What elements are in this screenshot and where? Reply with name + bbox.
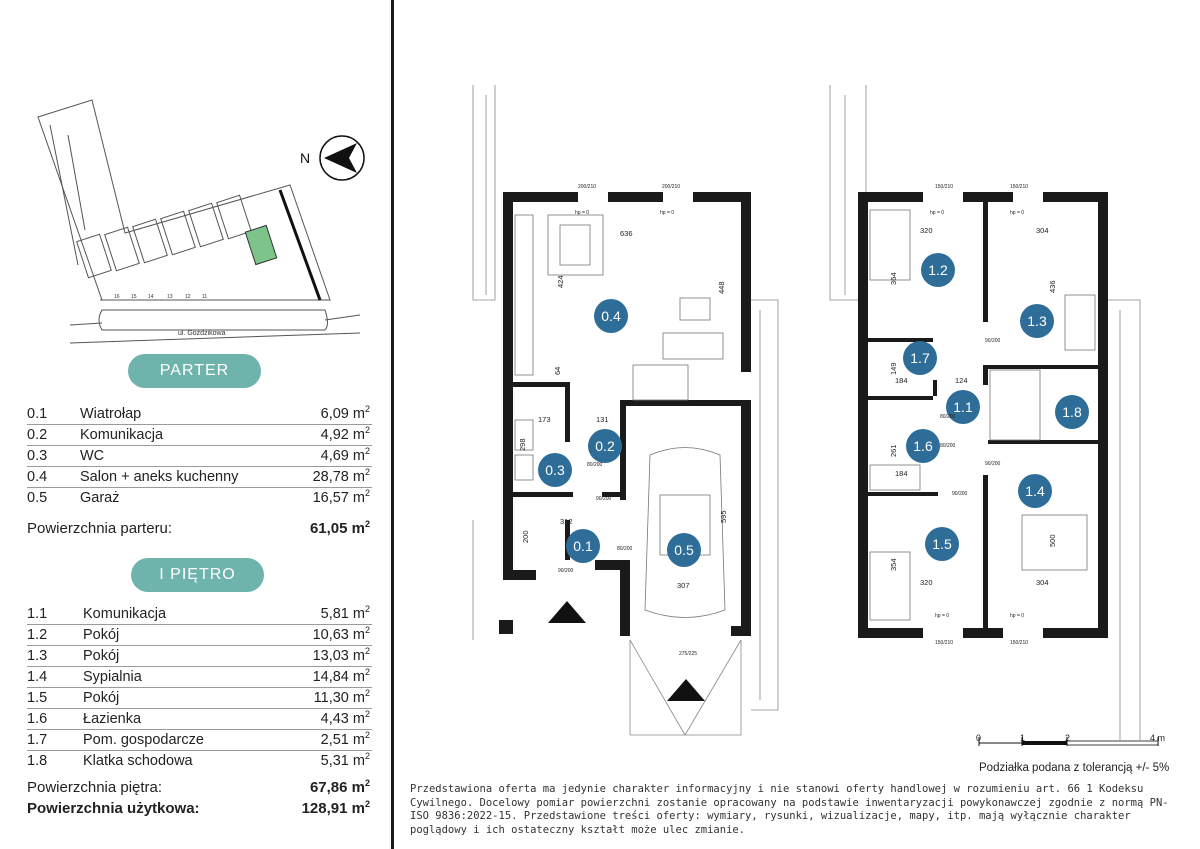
table-row: 0.1 Wiatrołap 6,09 $m^2$ [27, 404, 372, 425]
room-badge-label: 0.1 [573, 538, 593, 554]
dimension: 304 [1036, 578, 1049, 587]
table-row: 1.2 Pokój 10,63 $m^2$ [27, 625, 372, 646]
opening-label: 90/200 [985, 461, 1001, 467]
opening-label: 80/200 [587, 462, 603, 468]
dimension: 131 [596, 415, 609, 424]
room-badge-label: 0.2 [595, 438, 615, 454]
plot-number: 16 [114, 294, 120, 300]
ground-floor-title: PARTER [128, 354, 261, 388]
disclaimer-text: Przedstawiona oferta ma jedynie charakter informacyjny i nie stanowi oferty handlowej w rozumieniu art. 66 1 Kodeksu Cywilnego. Docelowy pomiar powierzchni zostanie opracowany na podstawie inwentaryzacji powykonawczej zgodnie z normą PN-ISO 9836:2022-15. Przedstawione treści oferty: wymiary, rysunki, wizualizacje, mapy, itp. mają wyłącznie charakter poglądowy i ich ostateczny kształt może ulec zmianie. [410, 783, 1169, 836]
dimension: 636 [620, 229, 633, 238]
table-row: 0.5 Garaż 16,57 $m^2$ [27, 488, 370, 506]
dimension: 595 [719, 510, 728, 523]
opening-label: 80/200 [940, 414, 956, 420]
opening-label: 200/210 [662, 184, 681, 190]
room-badge-label: 0.5 [674, 542, 694, 558]
scale-tick: 1 [1020, 733, 1026, 743]
north-label: N [300, 150, 311, 166]
opening-label: hp = 0 [930, 210, 945, 216]
opening-label: 90/200 [985, 338, 1001, 344]
room-badge-label: 0.3 [545, 462, 565, 478]
first-floor-table [27, 604, 372, 771]
room-badge-label: 1.8 [1062, 404, 1082, 420]
table-row: 1.7 Pom. gospodarcze 2,51 $m^2$ [27, 730, 372, 751]
opening-label: 150/210 [1010, 640, 1029, 646]
opening-label: 200/210 [578, 184, 597, 190]
table-row: 1.8 Klatka schodowa 5,31 $m^2$ [27, 751, 370, 769]
dimension: 436 [1048, 280, 1057, 293]
opening-label: hp = 0 [1010, 613, 1025, 619]
opening-label: 150/210 [935, 184, 954, 190]
room-badge-label: 1.4 [1025, 483, 1045, 499]
opening-label: 275/225 [679, 651, 698, 657]
dimension: 173 [538, 415, 551, 424]
plot-number: 12 [185, 294, 191, 300]
opening-label: 80/200 [617, 546, 633, 552]
dimension: 304 [1036, 226, 1049, 235]
plot-number: 15 [131, 294, 137, 300]
opening-label: hp = 0 [575, 210, 590, 216]
room-badge-label: 1.5 [932, 536, 952, 552]
table-row: 1.4 Sypialnia 14,84 $m^2$ [27, 667, 372, 688]
dimension: 124 [955, 376, 968, 385]
dimension: 200 [521, 530, 530, 543]
table-row: 1.1 Komunikacja 5,81 $m^2$ [27, 604, 372, 625]
dimension: 307 [677, 581, 690, 590]
plot-number: 11 [202, 294, 208, 300]
plot-number: 13 [167, 294, 173, 300]
opening-label: 90/200 [596, 496, 612, 502]
dimension: 184 [895, 376, 908, 385]
first-floor-total: Powierzchnia piętra: 67,86 $m^2$ [27, 778, 370, 796]
ground-floor-total: Powierzchnia parteru: 61,05 $m^2$ [27, 519, 370, 537]
dimension: 364 [889, 272, 898, 285]
opening-label: 90/200 [952, 491, 968, 497]
scale-tick: 2 [1065, 733, 1071, 743]
dimension: 320 [920, 226, 933, 235]
room-badge-label: 1.3 [1027, 313, 1047, 329]
site-plan [30, 95, 370, 345]
dimension: 149 [889, 362, 898, 375]
dimension: 320 [920, 578, 933, 587]
room-badge-label: 1.1 [953, 399, 973, 415]
table-row: 1.3 Pokój 13,03 $m^2$ [27, 646, 372, 667]
entrance-arrow-icon [667, 679, 705, 701]
opening-label: 80/200 [940, 443, 956, 449]
dimension: 298 [518, 438, 527, 451]
opening-label: 150/210 [1010, 184, 1029, 190]
dimension: 312 [560, 517, 573, 526]
table-row: 1.5 Pokój 11,30 $m^2$ [27, 688, 372, 709]
table-row: 0.4 Salon + aneks kuchenny 28,78 $m^2$ [27, 467, 372, 488]
usable-area-total: Powierzchnia użytkowa: 128,91 $m^2$ [27, 799, 370, 817]
first-floor-title: I PIĘTRO [131, 558, 264, 592]
scale-tick: 4 m [1150, 733, 1166, 743]
table-row: 0.2 Komunikacja 4,92 $m^2$ [27, 425, 372, 446]
dimension: 448 [717, 281, 726, 294]
opening-label: 150/210 [935, 640, 954, 646]
dimension: 500 [1048, 534, 1057, 547]
room-badge-label: 1.7 [910, 350, 930, 366]
entrance-arrow-icon [548, 601, 586, 623]
scale-tick: 0 [976, 733, 982, 743]
street-label: ul. Goździkowa [178, 330, 226, 337]
plot-number: 14 [148, 294, 154, 300]
dimension: 261 [889, 444, 898, 457]
dimension: 64 [553, 366, 562, 375]
dimension: 424 [556, 275, 565, 288]
room-badge-label: 1.2 [928, 262, 948, 278]
scale-label: Podziałka podana z tolerancją +/- 5% [979, 762, 1170, 774]
table-row: 1.6 Łazienka 4,43 $m^2$ [27, 709, 372, 730]
dimension: 354 [889, 558, 898, 571]
room-badge-label: 0.4 [601, 308, 621, 324]
floor-plans [394, 0, 1200, 780]
opening-label: hp = 0 [1010, 210, 1025, 216]
room-badge-label: 1.6 [913, 438, 933, 454]
opening-label: 90/200 [558, 568, 574, 574]
dimension: 184 [895, 469, 908, 478]
table-row: 0.3 WC 4,69 $m^2$ [27, 446, 372, 467]
opening-label: hp = 0 [935, 613, 950, 619]
ground-floor-table [27, 404, 372, 508]
highlighted-plot [245, 225, 276, 264]
opening-label: hp = 0 [660, 210, 675, 216]
